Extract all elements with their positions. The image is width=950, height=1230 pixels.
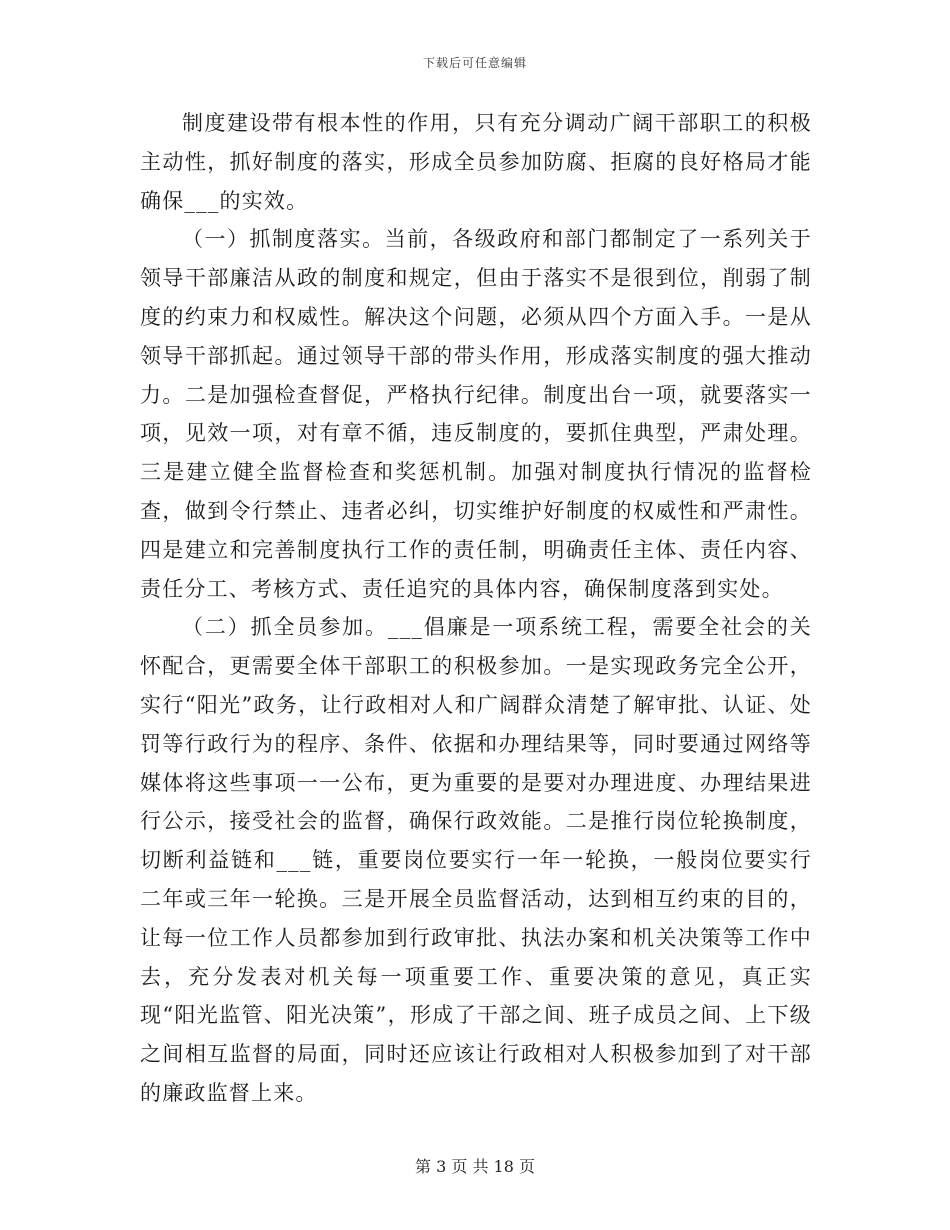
paragraph-system-implementation: （一）抓制度落实。当前，各级政府和部门都制定了一系列关于领导干部廉洁从政的制度和规定，但由于落实不是很到位，削弱了制度的约束力和权威性。解决这个问题，必须从四个方面入手。一是从领导干部抓起。通过领导干部的带头作用，形成落实制度的强大推动力。二是加强检查督促，严格执行纪律。制度出台一项，就要落实一项，见效一项，对有章不循，违反制度的，要抓住典型，严肃处理。三是建立健全监督检查和奖惩机制。加强对制度执行情况的监督检查，做到令行禁止、违者必纠，切实维护好制度的权威性和严肃性。四是建立和完善制度执行工作的责任制，明确责任主体、责任内容、责任分工、考核方式、责任追究的具体内容，确保制度落到实处。 <box>140 227 812 601</box>
page-number: 第 3 页 共 18 页 <box>415 1157 535 1176</box>
paragraph-full-participation: （二）抓全员参加。___倡廉是一项系统工程，需要全社会的关怀配合，更需要全体干部职工的积极参加。一是实现政务完全公开，实行“阳光”政务，让行政相对人和广阔群众清楚了解审批、认证、处罚等行政行为的程序、条件、依据和办理结果等，同时要通过网络等媒体将这些事项一一公布，更为重要的是要对办理进度、办理结果进行公示，接受社会的监督，确保行政效能。二是推行岗位轮换制度，切断利益链和___链，重要岗位要实行一年一轮换，一般岗位要实行二年或三年一轮换。三是开展全员监督活动，达到相互约束的目的，让每一位工作人员都参加到行政审批、执法办案和机关决策等工作中去，充分发表对机关每一项重要工作、重要决策的意见，真正实现“阳光监管、阳光决策”，形成了干部之间、班子成员之间、上下级之间相互监督的局面，同时还应该让行政相对人积极参加到了对干部的廉政监督上来。 <box>140 615 812 1105</box>
paragraph-intro: 制度建设带有根本性的作用，只有充分调动广阔干部职工的积极主动性，抓好制度的落实，形成全员参加防腐、拒腐的良好格局才能确保___的实效。 <box>140 111 812 213</box>
document-body <box>140 104 812 1113</box>
header-note: 下载后可任意编辑 <box>422 56 527 70</box>
